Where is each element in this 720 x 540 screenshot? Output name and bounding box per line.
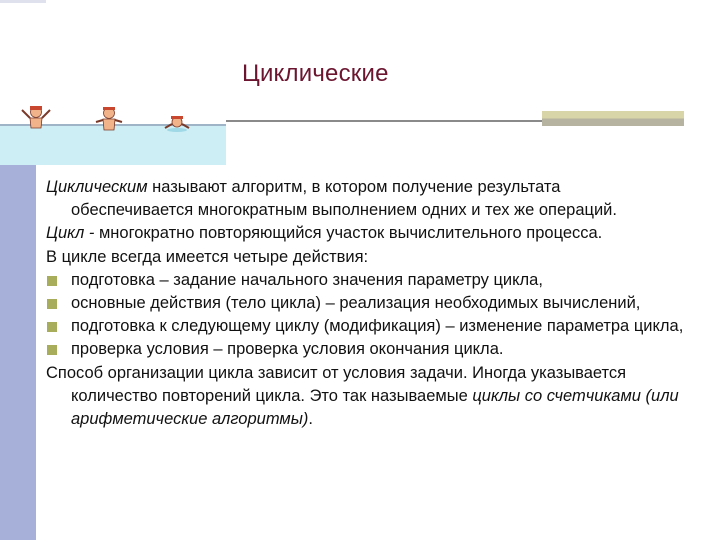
definition-cyclic-text: называют алгоритм, в котором получение результата обеспечивается многократным выполнением одних и тех же операций.: [71, 178, 617, 220]
loop-organization: [46, 362, 686, 432]
slide-body: [46, 176, 686, 431]
square-bullet-icon: [47, 276, 57, 286]
definition-cyclic: [46, 176, 686, 222]
list-item: подготовка к следующему циклу (модификация) – изменение параметра цикла,: [46, 315, 686, 338]
square-bullet-icon: [47, 322, 57, 332]
swimmer-icon: [165, 116, 189, 132]
corner-decoration: [0, 0, 46, 3]
list-item: основные действия (тело цикла) – реализация необходимых вычислений,: [46, 292, 686, 315]
side-bar: [0, 165, 36, 540]
swimmer-icon: [96, 107, 122, 130]
term-cyclic: Циклическим: [46, 178, 148, 196]
header-rule-accent: [542, 111, 684, 126]
square-bullet-icon: [47, 299, 57, 309]
period: .: [308, 410, 313, 429]
square-bullet-icon: [47, 345, 57, 355]
slide-title: Циклические: [242, 60, 389, 87]
swimmer-icon: [22, 106, 50, 128]
term-cycle: Цикл -: [46, 224, 95, 243]
definition-cycle-text: многократно повторяющийся участок вычислительного процесса.: [94, 224, 603, 243]
term-counter-loops: циклы со счетчиками (или арифметические алгоритмы): [71, 386, 679, 429]
loop-organization-text: Способ организации цикла зависит от условия задачи. Иногда указывается количество повторений цикла. Это так называемые: [46, 363, 627, 405]
list-item: проверка условия – проверка условия окончания цикла.: [46, 338, 686, 361]
list-item: подготовка – задание начального значения параметру цикла,: [46, 269, 686, 292]
actions-intro: В цикле всегда имеется четыре действия:: [46, 247, 369, 266]
definition-cycle: [46, 222, 686, 245]
swimmers-illustration: [0, 98, 226, 138]
